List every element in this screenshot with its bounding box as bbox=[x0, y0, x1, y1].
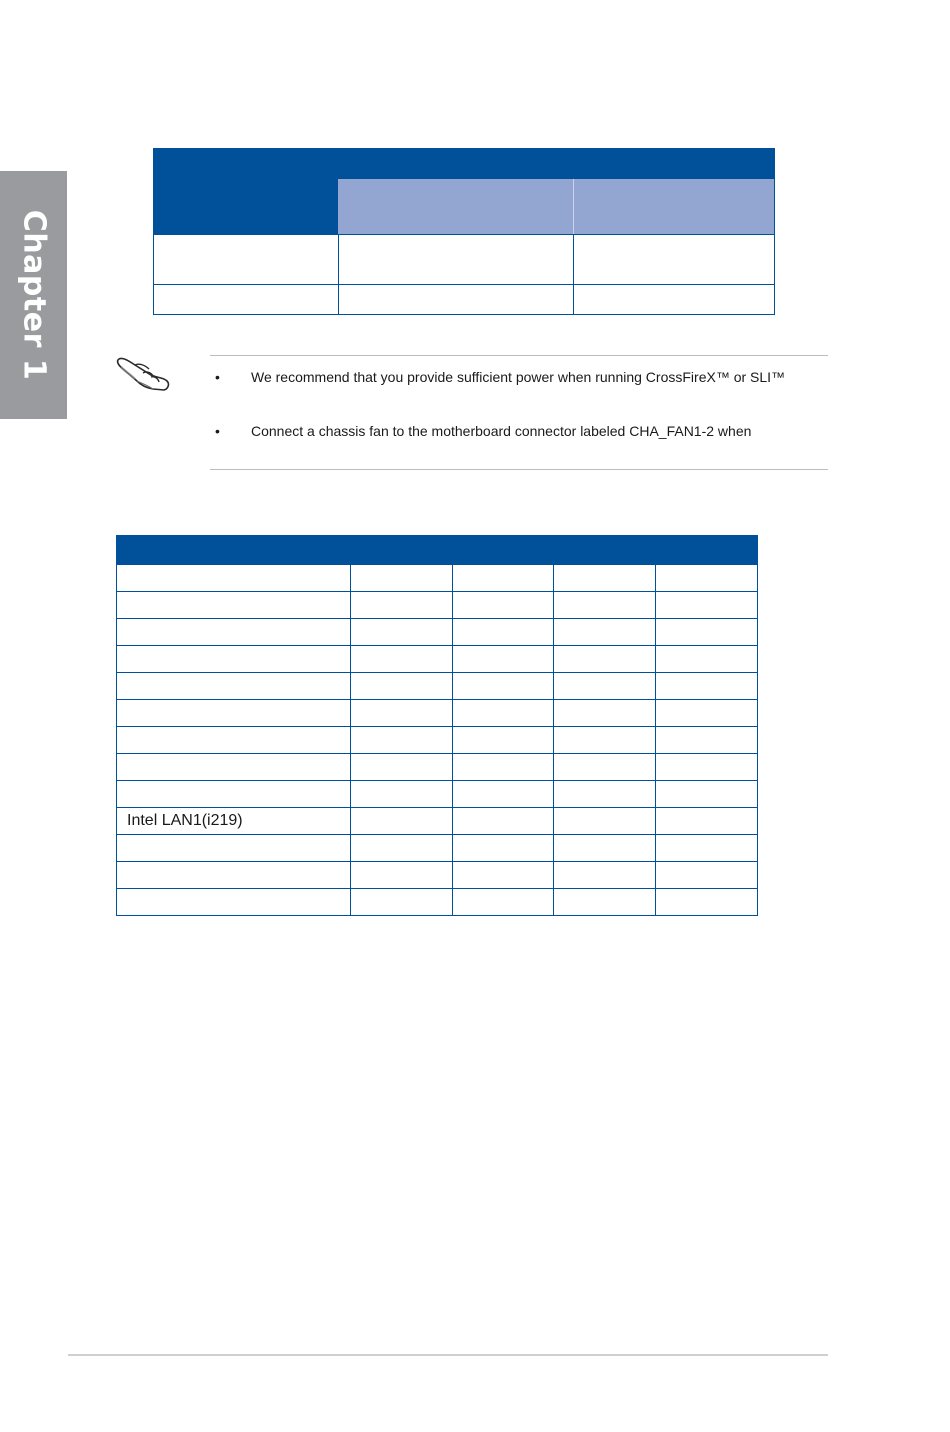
table-subheader-1 bbox=[338, 179, 573, 234]
hand-pointer-icon bbox=[113, 345, 173, 395]
table-row-label: Intel LAN1(i219) bbox=[127, 812, 243, 829]
table-subheader-2 bbox=[573, 179, 774, 234]
note-text: We recommend that you provide sufficient power when running CrossFireX™ or SLI™ bbox=[251, 369, 786, 385]
footer-rule bbox=[68, 1354, 828, 1356]
table-col-divider bbox=[338, 234, 339, 314]
table-header-row bbox=[117, 536, 757, 564]
table-row-divider bbox=[117, 591, 757, 592]
table-row-divider bbox=[117, 834, 757, 835]
table-row-divider bbox=[117, 888, 757, 889]
table-col-divider bbox=[573, 234, 574, 314]
note-item bbox=[215, 423, 751, 439]
note-bullet: • bbox=[215, 423, 220, 439]
table-row-divider bbox=[154, 234, 774, 235]
table-header-left bbox=[154, 149, 338, 234]
table-row-divider bbox=[154, 284, 774, 285]
note-text: Connect a chassis fan to the motherboard connector labeled CHA_FAN1-2 when bbox=[251, 423, 752, 439]
table-row-divider bbox=[117, 753, 757, 754]
table-row-divider bbox=[117, 726, 757, 727]
note-item bbox=[215, 369, 785, 385]
note-top-rule bbox=[210, 355, 828, 356]
note-bullet: • bbox=[215, 369, 220, 385]
table-col-divider bbox=[573, 179, 574, 234]
table-row-divider bbox=[117, 672, 757, 673]
table-row-divider bbox=[117, 861, 757, 862]
table-row-divider bbox=[117, 645, 757, 646]
irq-assignment-table bbox=[116, 535, 758, 916]
chapter-tab bbox=[0, 171, 67, 419]
table-row-divider bbox=[117, 807, 757, 808]
table-row-divider bbox=[117, 699, 757, 700]
slot-config-table bbox=[153, 148, 775, 315]
table-row-divider bbox=[117, 564, 757, 565]
table-row-divider bbox=[117, 618, 757, 619]
table-row-divider bbox=[117, 780, 757, 781]
note-bottom-rule bbox=[210, 469, 828, 470]
table-header-top bbox=[338, 149, 774, 179]
chapter-tab-label: Chapter 1 bbox=[16, 209, 51, 381]
